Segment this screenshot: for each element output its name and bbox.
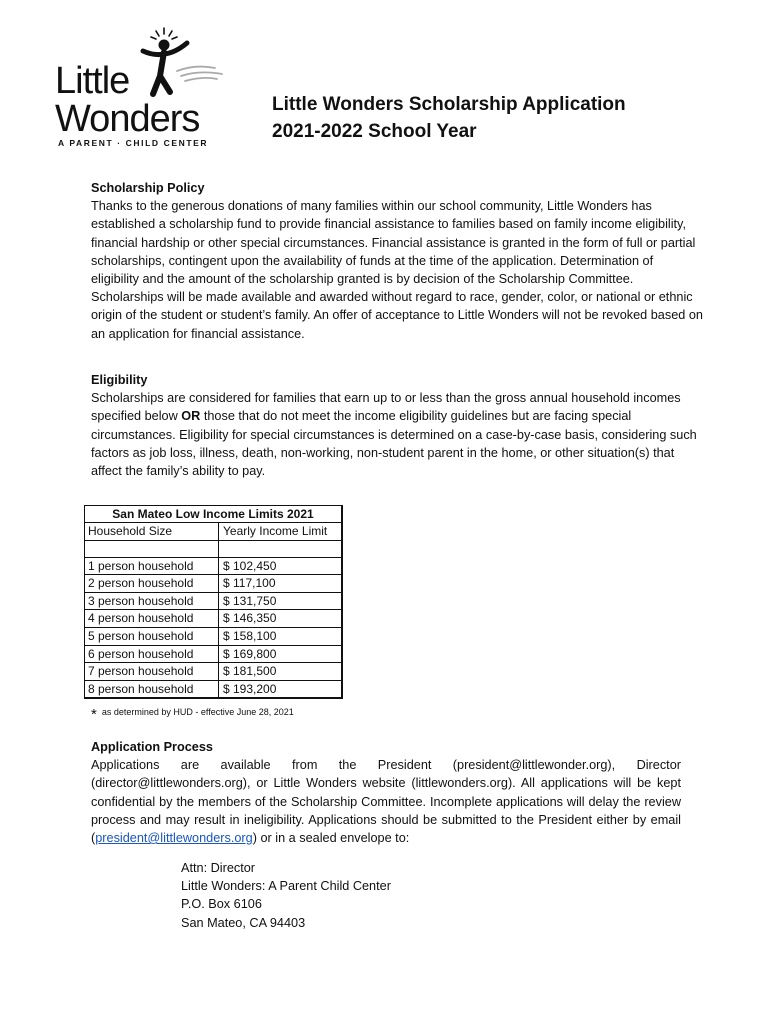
- scholarship-policy-section: [91, 179, 703, 343]
- title-line-1: Little Wonders Scholarship Application: [272, 94, 626, 115]
- footnote-text: as determined by HUD - effective June 28, 2021: [101, 707, 294, 717]
- president-email-link[interactable]: president@littlewonders.org: [95, 831, 253, 846]
- table-row: [85, 628, 341, 646]
- address-line-attn: Attn: Director: [181, 861, 256, 875]
- table-title: San Mateo Low Income Limits 2021: [85, 506, 341, 523]
- address-line-organization: Little Wonders: A Parent Child Center: [181, 879, 391, 894]
- address-line-city: San Mateo, CA 94403: [181, 915, 306, 930]
- household-size-cell: 4 person household: [85, 610, 219, 627]
- table-row: [85, 663, 341, 681]
- logo-word-wonders: Wonders: [55, 98, 200, 140]
- household-size-cell: 3 person household: [85, 593, 219, 610]
- process-text-2: ) or in a sealed envelope to:: [252, 831, 410, 846]
- table-row: [85, 610, 341, 628]
- logo-tagline: A PARENT · CHILD CENTER: [58, 138, 209, 148]
- process-body: [91, 756, 681, 847]
- blank-cell: [219, 541, 341, 557]
- column-header-household-size: Household Size: [85, 523, 219, 540]
- address-line-po-box: P.O. Box 6106: [181, 897, 262, 912]
- household-size-cell: 1 person household: [85, 558, 219, 575]
- eligibility-heading: Eligibility: [91, 373, 148, 387]
- income-limit-cell: $ 102,450: [223, 558, 277, 573]
- process-text-1: Applications are available from the President (president@littlewonder.org), Director (director@littlewonders.org), or Little Wonders website (littlewonders.org). All applications will be kept confidential by the members of the Scholarship Committee. Incomplete applications will delay the review process and may result in ineligibility. Applications should be submitted to the President either by email (: [91, 758, 681, 846]
- application-process-section: [91, 738, 681, 847]
- income-limit-cell: $ 158,100: [223, 628, 277, 643]
- eligibility-body: [91, 389, 703, 480]
- household-size-cell: 2 person household: [85, 575, 219, 592]
- eligibility-text-1: Scholarships are considered for families that earn up to or less than the gross annual household incomes specified below: [91, 391, 681, 424]
- income-limit-cell: $ 146,350: [223, 611, 277, 626]
- table-row: [85, 593, 341, 611]
- household-size-cell: 8 person household: [85, 681, 219, 698]
- little-wonders-logo: [55, 26, 245, 156]
- table-header-row: [85, 523, 341, 541]
- table-row: [85, 646, 341, 664]
- page-title: [272, 91, 626, 145]
- logo-word-little: Little: [55, 60, 130, 102]
- income-limit-cell: $ 181,500: [223, 664, 277, 679]
- eligibility-section: [91, 371, 703, 480]
- eligibility-text-2: those that do not meet the income eligibility guidelines but are facing special circumstances. Eligibility for special circumstances is determined on a case-by-case basis, considering such factors as job loss, illness, death, non-working, non-student parent in the home, or other situation(s) that affect the family’s ability to pay.: [91, 409, 697, 479]
- income-limit-cell: $ 169,800: [223, 646, 277, 661]
- eligibility-or-emphasis: OR: [181, 409, 201, 424]
- policy-heading: Scholarship Policy: [91, 181, 205, 195]
- table-row: [85, 575, 341, 593]
- table-row: [85, 558, 341, 576]
- household-size-cell: 5 person household: [85, 628, 219, 645]
- process-heading: Application Process: [91, 740, 213, 754]
- hud-footnote: [91, 706, 294, 723]
- blank-cell: [85, 541, 219, 557]
- income-limit-cell: $ 193,200: [223, 681, 277, 696]
- income-limit-cell: $ 131,750: [223, 593, 277, 608]
- income-limits-table: [84, 505, 343, 699]
- household-size-cell: 6 person household: [85, 646, 219, 663]
- income-limit-cell: $ 117,100: [223, 576, 276, 591]
- table-row: [85, 681, 341, 698]
- child-figure-icon: [137, 26, 247, 106]
- household-size-cell: 7 person household: [85, 663, 219, 680]
- policy-body: Thanks to the generous donations of many families within our school community, Little Wonders has established a scholarship fund to provide financial assistance to families based on family income eligibility, financial hardship or other special circumstances. Financial assistance is granted in the form of full or partial scholarships, contingent upon the availability of funds at the time of the application. Determination of eligibility and the amount of the scholarship granted is by decision of the Scholarship Committee. Scholarships will be made available and awarded without regard to race, gender, color, or national or ethnic origin of the student or student’s family. An offer of acceptance to Little Wonders will not be revoked based on an application for financial assistance.: [91, 199, 703, 341]
- mailing-address: [181, 859, 391, 932]
- title-line-2: 2021-2022 School Year: [272, 121, 477, 142]
- table-row-blank: [85, 541, 341, 558]
- footnote-asterisk: *: [91, 706, 97, 723]
- column-header-yearly-income-limit: Yearly Income Limit: [223, 524, 328, 538]
